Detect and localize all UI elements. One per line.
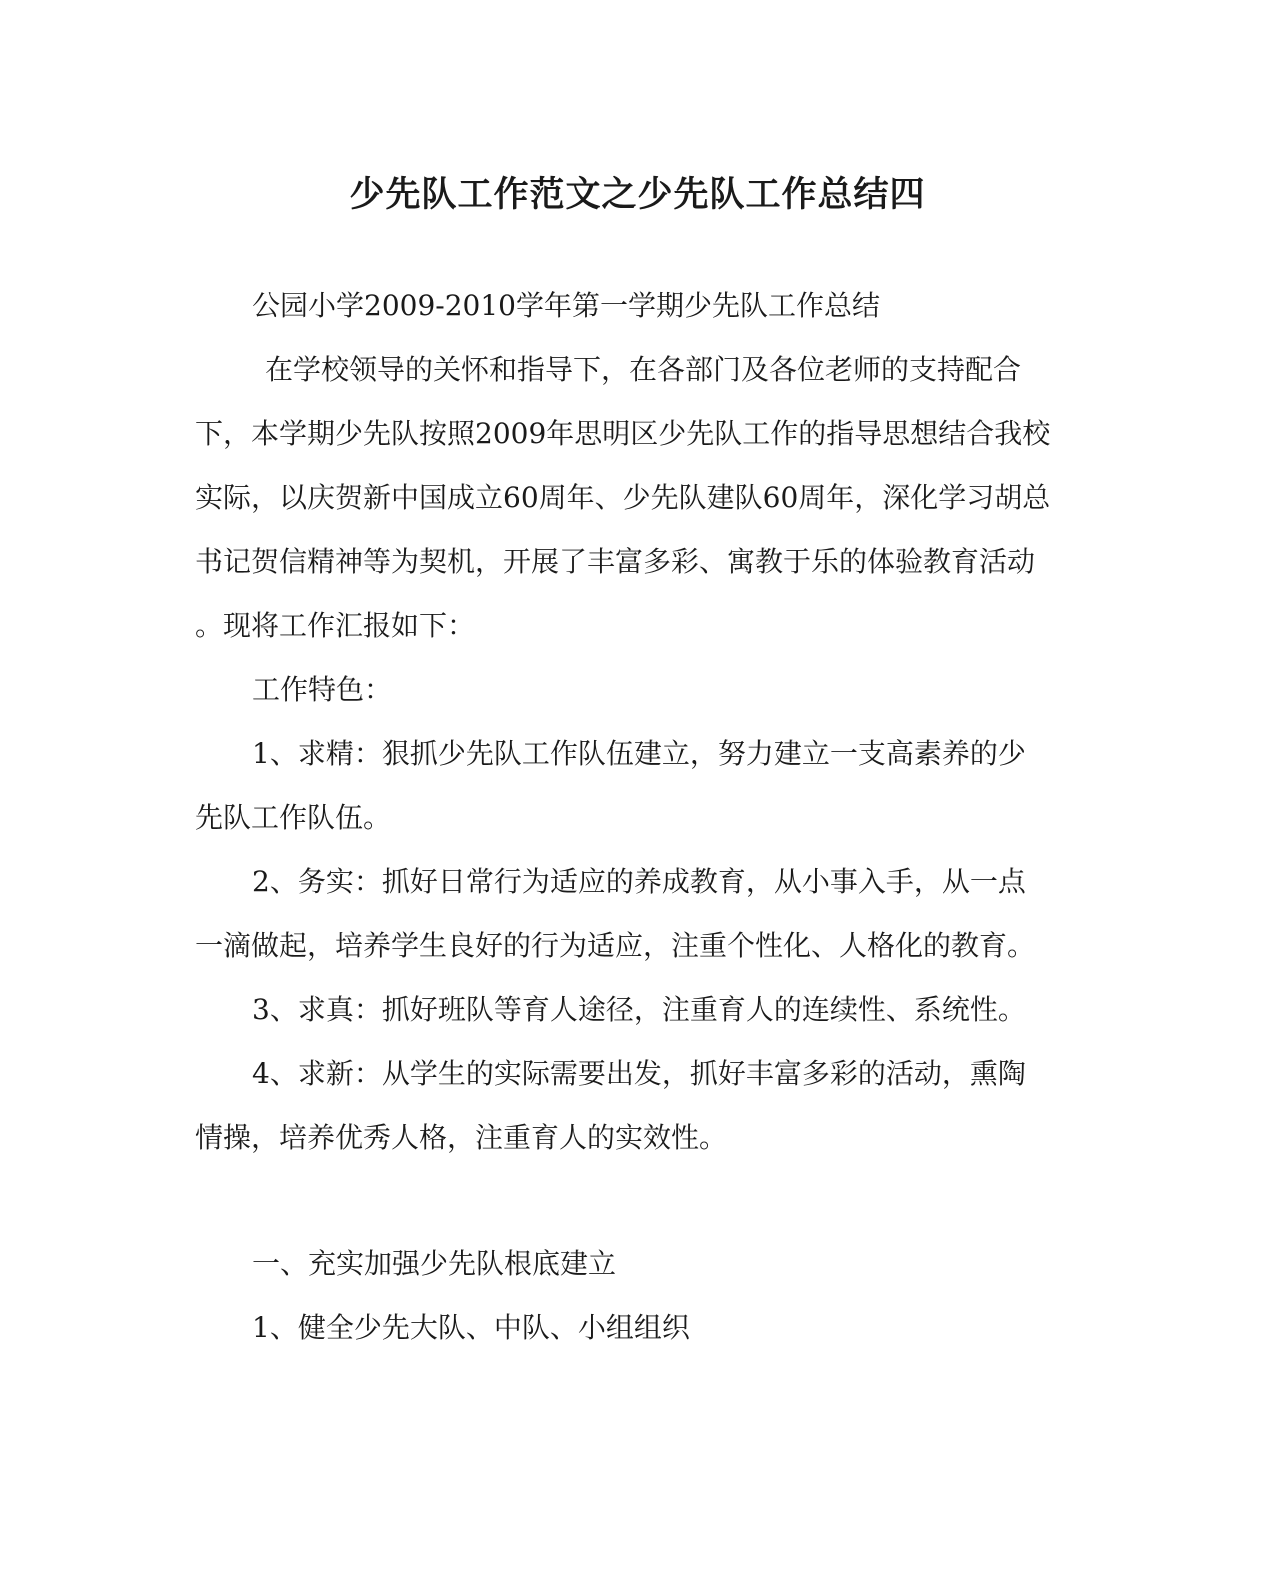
section-1-item-1: 1、健全少先大队、中队、小组组织	[252, 1311, 690, 1344]
feature-2-line: 2、务实：抓好日常行为适应的养成教育，从小事入手，从一点	[252, 865, 1026, 898]
features-heading: 工作特色：	[252, 673, 393, 706]
feature-2-line: 一滴做起，培养学生良好的行为适应，注重个性化、人格化的教育。	[195, 929, 1036, 962]
intro-line: 下，本学期少先队按照2009年思明区少先队工作的指导思想结合我校	[195, 417, 1051, 450]
intro-line: 书记贺信精神等为契机，开展了丰富多彩、寓教于乐的体验教育活动	[195, 545, 1036, 578]
document-section-1	[195, 1232, 1065, 1360]
feature-4-line: 情操，培养优秀人格，注重育人的实效性。	[195, 1121, 728, 1154]
document-title: 少先队工作范文之少先队工作总结四	[349, 174, 926, 215]
feature-1-line: 1、求精：狠抓少先队工作队伍建立，努力建立一支高素养的少	[252, 737, 1026, 770]
intro-line: 在学校领导的关怀和指导下，在各部门及各位老师的支持配合	[265, 353, 1022, 386]
feature-1-line: 先队工作队伍。	[195, 801, 392, 834]
feature-4-line: 4、求新：从学生的实际需要出发，抓好丰富多彩的活动，熏陶	[252, 1057, 1026, 1090]
document-body	[195, 274, 1065, 1170]
subtitle: 公园小学2009-2010学年第一学期少先队工作总结	[252, 289, 880, 322]
intro-line: 实际，以庆贺新中国成立60周年、少先队建队60周年，深化学习胡总	[195, 481, 1051, 514]
feature-3-line: 3、求真：抓好班队等育人途径，注重育人的连续性、系统性。	[252, 993, 1026, 1026]
section-1-heading: 一、充实加强少先队根底建立	[252, 1247, 617, 1280]
intro-line: 。现将工作汇报如下：	[195, 609, 476, 642]
